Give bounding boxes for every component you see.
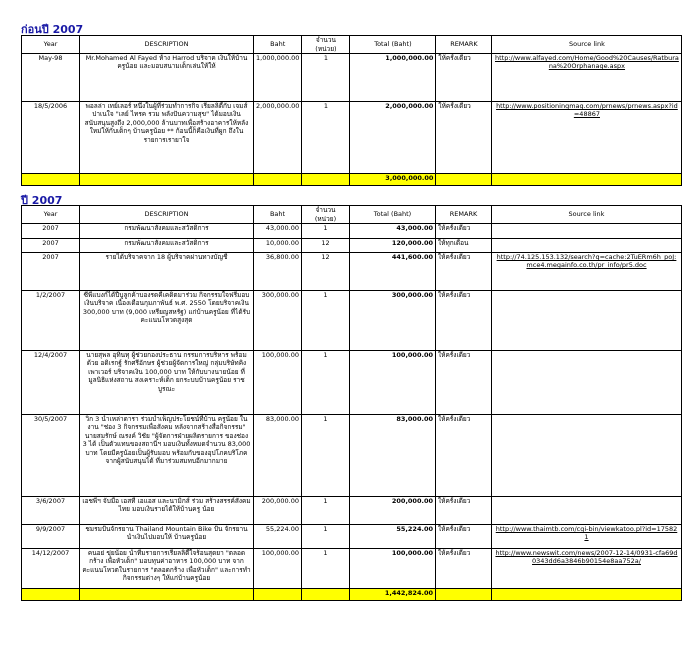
description-cell: นายสุพล อุทินทุ ผู้ช่วยกองประธาน กรรมการบริหาร พร้อมด้วย อดิเรกฐ์ รักศรีอักษร ผู้ช่วยผู้จัดการใหญ่ กลุ่มบริษัทคิง เพาเวอร์ บริจาคเงิน 100,000 บาท ให้กับบางนายน้อย ที่มูลนิธิแห่งสถาน สงเคราะห์เด็ก ยกระบบบ้านครูน้อย ราชบูรณะ [80,351,254,415]
year-cell: 2007 [22,253,80,291]
count-cell: 1 [302,291,350,351]
total-row-cell [22,589,80,601]
table-row [22,54,682,102]
remark-cell: ให้ครั้งเดียว [436,253,492,291]
column-header-count: จำนวน (หน่วย) [302,36,350,54]
header-row [22,36,682,54]
column-header-description: DESCRIPTION [80,36,254,54]
total-cell: 55,224.00 [350,525,436,549]
count-cell: 1 [302,351,350,415]
baht-cell: 1,000,000.00 [254,54,302,102]
table-row [22,253,682,291]
donations-table-before-2007 [21,35,682,186]
count-cell: 1 [302,549,350,589]
column-header-year: Year [22,206,80,224]
table-row [22,415,682,497]
source-link[interactable]: http://74.125.153.132/search?q=cache:2TuERm6h_poJ:mce4.megainfo.co.th/pr_info/pr5.doc [496,253,677,270]
description-cell: วิก 3 นำเหล่าดารา ร่วมบำเพ็ญประโยชน์ที่บ้าน ครูน้อย ในงาน "ช่อง 3 กิจกรรมเพื่อสังคม หลังจากสร้างสื่อกิจกรรม" นายสมรักษ์ ณรงค์ วิชัย "ผู้จัดการฝ่ายผลิตรายการ ของช่อง 3 ได้ เป็นตัวแทนของสถานีฯ มอบเงินทั้งหมดจำนวน 83,000 บาท โดยมีครูน้อยเป็นผู้รับมอบ พร้อมกับของอุปโภคบริโภคจากผู้สนับสนุนได้ ที่มาร่วมสมทบอีกมากมาย [80,415,254,497]
table-row [22,549,682,589]
count-cell: 1 [302,102,350,174]
count-cell: 1 [302,54,350,102]
baht-cell: 2,000,000.00 [254,102,302,174]
column-header-link: Source link [492,206,682,224]
remark-cell: ให้ครั้งเดียว [436,549,492,589]
count-cell: 1 [302,525,350,549]
remark-cell: ให้ครั้งเดียว [436,415,492,497]
year-cell: 3/6/2007 [22,497,80,525]
grand-total-value: 1,442,824.00 [350,589,436,601]
column-header-total: Total (Baht) [350,206,436,224]
year-cell: 2007 [22,224,80,239]
total-cell: 2,000,000.00 [350,102,436,174]
section-title-before-2007: ก่อนปี 2007 [21,23,84,36]
table-row [22,224,682,239]
description-cell: พอลล่า เทย์เลอร์ หนึ่งในผู้ที่ร่วมทำการกิจ เรียลลิตี้กับ เจมส์ ปาเนใจ "เลย์ ไทรค รวม พลังปันความสุข" ได้มอบเงินสนับสนุนสูงถึง 2,000,000 ล้านบาทเพื่อสร้างอาคารให้หลังใหม่ให้กับเด็กๆ บ้านครูน้อย ** ก้อนนี้ก็คือเงินที่ผูก ถึงในรายการเรายาใจ [80,102,254,174]
remark-cell: ให้ครั้งเดียว [436,291,492,351]
total-row-cell [254,174,302,186]
source-link-cell [492,102,682,174]
column-header-count: จำนวน (หน่วย) [302,206,350,224]
year-cell: 1/2/2007 [22,291,80,351]
remark-cell: ให้ครั้งเดียว [436,351,492,415]
baht-cell: 100,000.00 [254,549,302,589]
total-cell: 100,000.00 [350,351,436,415]
description-cell: กรมพัฒนาสังคมและสวัสดิการ [80,224,254,239]
source-link-cell [492,54,682,102]
remark-cell: ให้ครั้งเดียว [436,497,492,525]
column-header-baht: Baht [254,206,302,224]
baht-cell: 100,000.00 [254,351,302,415]
source-link-cell [492,253,682,291]
total-row-cell [492,589,682,601]
total-cell: 83,000.00 [350,415,436,497]
baht-cell: 200,000.00 [254,497,302,525]
table-row [22,291,682,351]
total-row-cell [436,589,492,601]
column-header-description: DESCRIPTION [80,206,254,224]
donations-table-2007 [21,205,682,601]
source-link-cell [492,239,682,253]
total-row-cell [80,589,254,601]
column-header-link: Source link [492,36,682,54]
column-header-baht: Baht [254,36,302,54]
count-cell: 1 [302,415,350,497]
remark-cell: ให้ครั้งเดียว [436,525,492,549]
total-cell: 100,000.00 [350,549,436,589]
column-header-remark: REMARK [436,36,492,54]
count-cell: 1 [302,224,350,239]
baht-cell: 10,000.00 [254,239,302,253]
total-cell: 120,000.00 [350,239,436,253]
remark-cell: ให้ทุกเดือน [436,239,492,253]
source-link-cell [492,351,682,415]
column-header-total: Total (Baht) [350,36,436,54]
remark-cell: ให้ครั้งเดียว [436,224,492,239]
total-cell: 300,000.00 [350,291,436,351]
year-cell: 2007 [22,239,80,253]
column-header-remark: REMARK [436,206,492,224]
year-cell: 12/4/2007 [22,351,80,415]
table-row [22,102,682,174]
column-header-year: Year [22,36,80,54]
baht-cell: 43,000.00 [254,224,302,239]
source-link-cell [492,525,682,549]
header-row [22,206,682,224]
table-row [22,497,682,525]
total-cell: 441,600.00 [350,253,436,291]
total-row-cell [22,174,80,186]
total-cell: 200,000.00 [350,497,436,525]
year-cell: 18/5/2006 [22,102,80,174]
table-row [22,239,682,253]
table-row [22,525,682,549]
source-link-cell [492,224,682,239]
grand-total-value: 3,000,000.00 [350,174,436,186]
remark-cell: ให้ครั้งเดียว [436,102,492,174]
description-cell: รายได้บริจาคจาก 18 ผู้บริจาคผ่านทางบัญชี [80,253,254,291]
description-cell: ซีพีแบงก์ได้ปีบูลูกค้าบองรดคีเคดิตมาร่วม กิจกรรมใจฟรีมอบเงินบริจาค เนื่องเดือนกุมภาพันธ์ พ.ศ. 2550 โดยบริจาคเงิน 300,000 บาท (9,000 เหรียญสหรัฐ) แก่บ้านครูน้อย ที่ได้รับคะแนนโหวตสูงสุด [80,291,254,351]
source-link[interactable]: http://www.thaimtb.com/cgi-bin/viewkatoo.pl?id=175821 [495,525,678,542]
source-link-cell [492,497,682,525]
count-cell: 1 [302,497,350,525]
table-row [22,351,682,415]
grand-total-row [22,174,682,186]
count-cell: 12 [302,253,350,291]
baht-cell: 55,224.00 [254,525,302,549]
source-link[interactable]: http://www.alfayed.com/Home/Good%20Causes/Ratburana%20Orphanage.aspx [494,54,679,71]
total-cell: 1,000,000.00 [350,54,436,102]
total-row-cell [436,174,492,186]
baht-cell: 83,000.00 [254,415,302,497]
description-cell: คนอย่ ขุ่ยน้อย นำทีมรายการเรียลลิตี้ใจร้อนสุดยา "ตลอดกร้าง เพื่อหัวเด็ก" มอบทุนค่าอาหาร 100,000 บาท จากคะแนนโหวตในรายการ "ตลอดกร้าง เพื่อหัวเด็ก" และการทำกิจกรรมต่างๆ ให้แก่บ้านครูน้อย [80,549,254,589]
source-link[interactable]: http://www.positioningmag.com/prnews/prnews.aspx?id=48867 [496,102,678,119]
total-cell: 43,000.00 [350,224,436,239]
baht-cell: 300,000.00 [254,291,302,351]
total-row-cell [254,589,302,601]
year-cell: 14/12/2007 [22,549,80,589]
grand-total-row [22,589,682,601]
year-cell: 9/9/2007 [22,525,80,549]
total-row-cell [492,174,682,186]
source-link-cell [492,291,682,351]
description-cell: กรมพัฒนาสังคมและสวัสดิการ [80,239,254,253]
description-cell: เอชพีฯ จับมือ เอสที เอแอส และนามิกส์ ร่วม สร้างสรรค์สังคมไทย มอบเงินรายได้ให้บ้านครู น้อย [80,497,254,525]
section-title-2007: ปี 2007 [21,194,63,207]
count-cell: 12 [302,239,350,253]
baht-cell: 36,800.00 [254,253,302,291]
source-link[interactable]: http://www.newswit.com/news/2007-12-14/0931-cfa69d0343dd6a3846b90154e8aa752a/ [495,549,678,566]
source-link-cell [492,415,682,497]
total-row-cell [302,589,350,601]
source-link-cell [492,549,682,589]
remark-cell: ให้ครั้งเดียว [436,54,492,102]
year-cell: 30/5/2007 [22,415,80,497]
total-row-cell [80,174,254,186]
description-cell: ชมรมปั่นจักรยาน Thailand Mountain Bike ปั่น จักรยาน นำเงินไปมอบให้ บ้านครูน้อย [80,525,254,549]
total-row-cell [302,174,350,186]
year-cell: May-98 [22,54,80,102]
description-cell: Mr.Mohamed Al Fayed ห้าง Harrod บริจาค เงินให้บ้านครูน้อย และมอบสนามเด็กเล่นให้ให้ [80,54,254,102]
